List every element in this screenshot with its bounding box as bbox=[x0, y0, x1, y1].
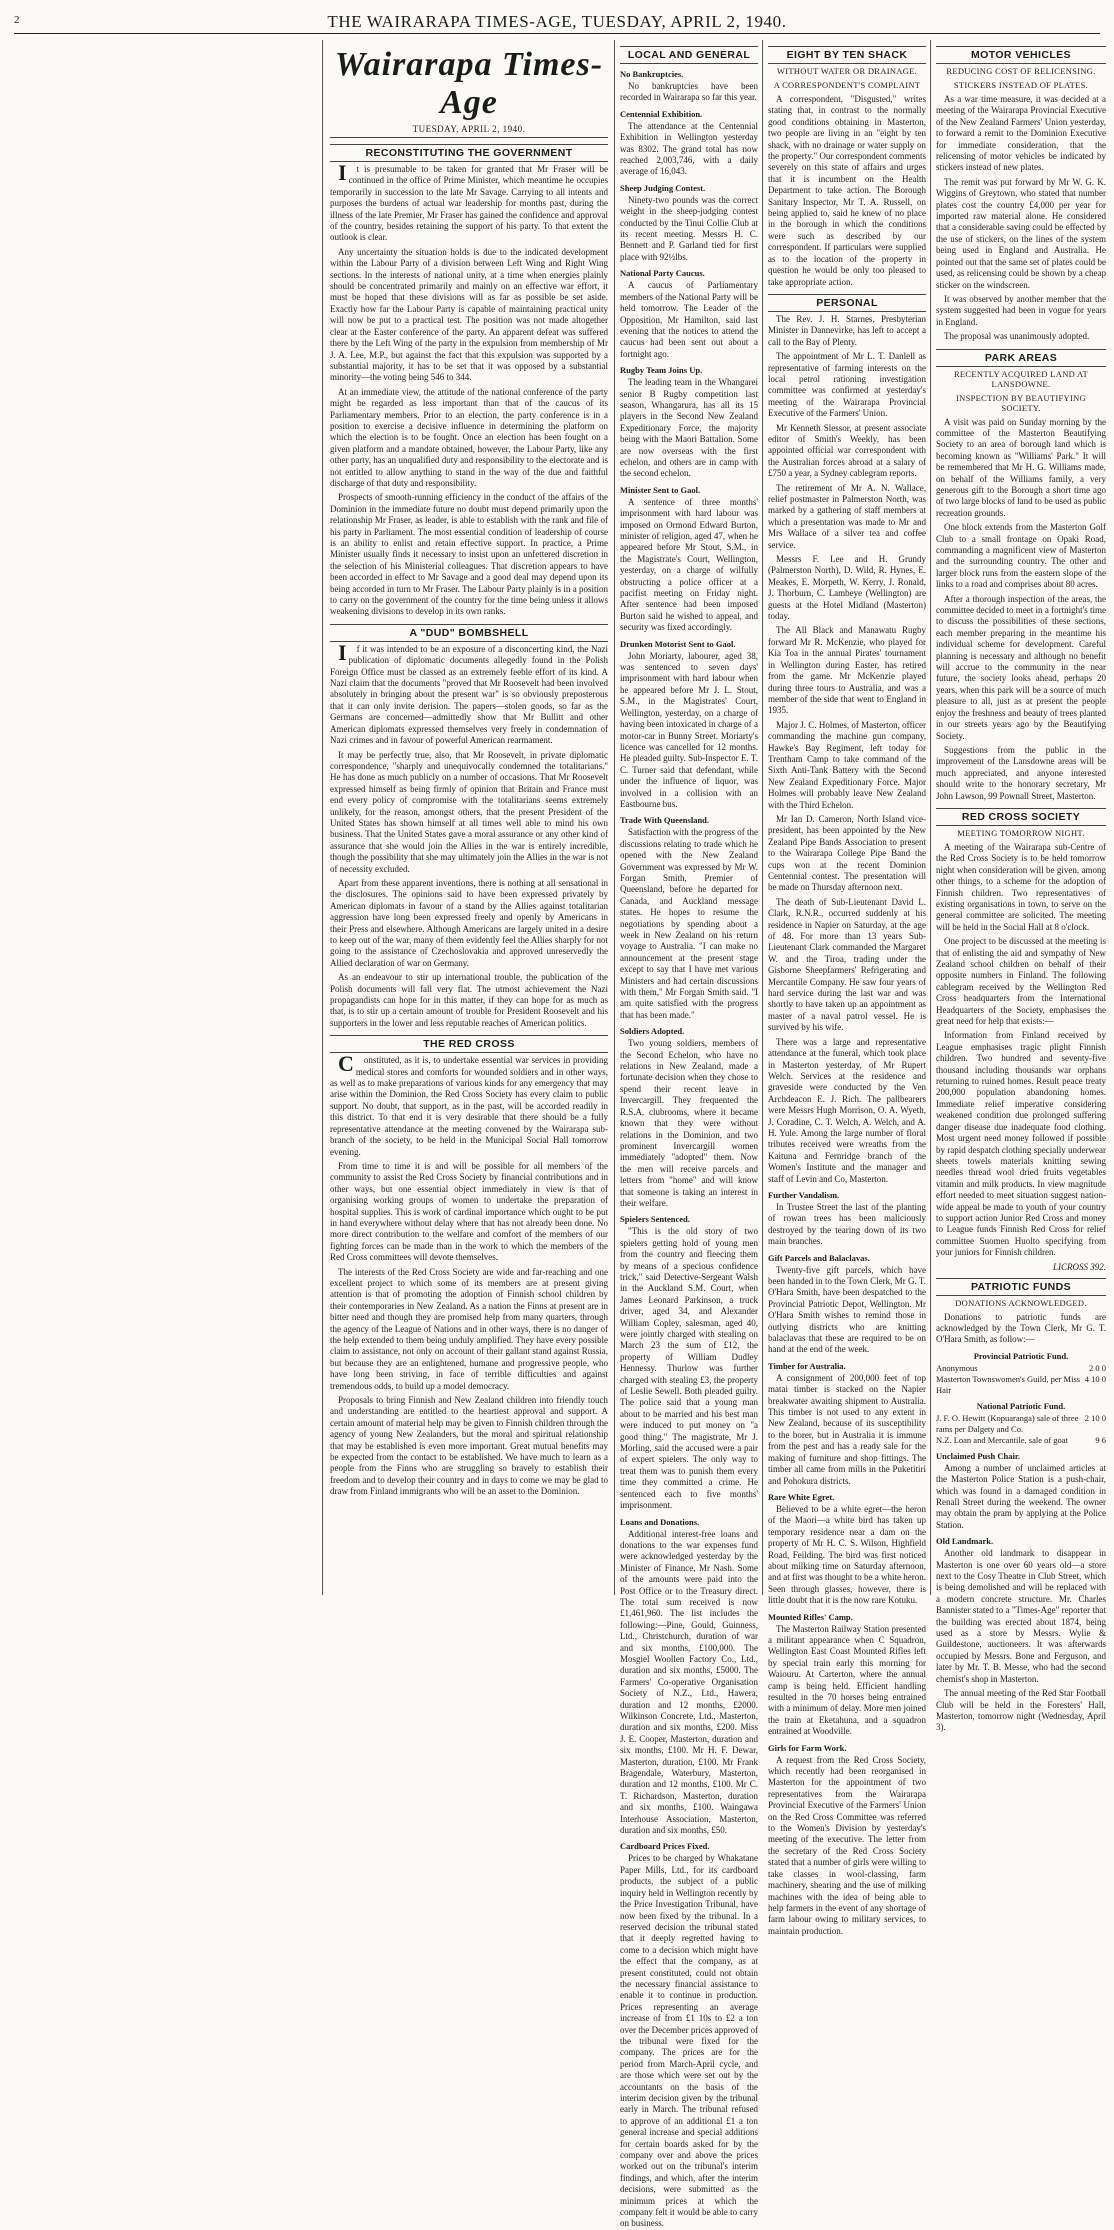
news-item-body: The attendance at the Centennial Exhibition in Wellington yesterday was 8302. The grand total has now reached 2,003,746, with a daily average of 16,043. bbox=[620, 120, 758, 177]
donation-row: Masterton Townswomen's Guild, per Miss Hair 4 10 0 bbox=[936, 1373, 1106, 1395]
news-item-heading: Trade With Queensland. bbox=[620, 815, 710, 826]
park-paragraph: A visit was paid on Sunday morning by the committee of the Masterton Beautifying Society to an area of borough land which is becoming known as "Williams' Park." It will be remembered that Mr H. G. Williams made, on behalf of the Williams family, a very generous gift to the Borough a short time ago of two large blocks of land to be used as public recreation grounds. bbox=[936, 416, 1106, 518]
donation-row: Anonymous 2 0 0 bbox=[936, 1362, 1106, 1373]
editorial-paragraph: Prospects of smooth-running efficiency in the conduct of the affairs of the Dominion in the immediate future no doubt must depend primarily upon the relationship Mr Fraser, as leader, is able to establish with the rank and file of his party in Parliament. The most essential condition of leadership of course is an ability to enlist and retain effective support. In practice, a Prime Minister usually finds it necessary to insist upon an unfettered discretion in the selection of his Ministerial colleagues. That discretion appears to have been accorded in effect to Mr Savage and a good deal may depend upon its being accorded in turn to Mr Fraser. The Labour Party plainly is in a position to carry on the government of the country for the time being unless it allows weakening divisions to develop in its own ranks. bbox=[330, 492, 608, 617]
patriotic-sub: DONATIONS ACKNOWLEDGED. bbox=[955, 1297, 1087, 1308]
eight-by-ten-sub1: WITHOUT WATER OR DRAINAGE. bbox=[776, 66, 918, 76]
patriotic-intro: Donations to patriotic funds are acknowledged by the Town Clerk, Mr G. T. O'Hara Smith, as follow:— bbox=[936, 1311, 1106, 1345]
editorial-paragraph: As an endeavour to stir up international trouble, the publication of the Polish documents will fall very flat. The utmost achievement the Nazi propagandists can hope for in this matter, if they can hope for as much as that, is to stir up a certain amount of trouble for President Roosevelt and his supporters in the lower and less reputable reaches of American politics. bbox=[330, 972, 608, 1028]
red-cross-paragraph: A meeting of the Wairarapa sub-Centre of the Red Cross Society is to be held tomorrow night when consideration will be given, among other things, to a scheme for the adoption of Finnish children. Two representatives of existing organisations in town, to serve on the general committee are solicited. The meeting will be held in the Social Hall at 8 o'clock. bbox=[936, 841, 1106, 932]
news-item-heading: Rugby Team Joins Up. bbox=[620, 365, 703, 376]
article-red-cross-title: THE RED CROSS bbox=[330, 1035, 608, 1053]
news-item-body: Additional interest-free loans and donations to the war expenses fund were acknowledged yesterday by the Minister of Finance, Mr Nash. Some of the amounts were paid into the Post Office or to the Treasury direct. The total sum received is now £1,461,960. The list includes the following:—Pine, Gould, Guinness, Ltd., Christchurch, duration of war and six months, £100,000. The Mosgiel Woollen Factory Co., Ltd., duration and six months, £5000. The Farmers' Co-operative Organisation Society of N.Z., Ltd., Hawera, duration and 12 months, £2000. Wilkinson Concrete, Ltd., Masterton, duration and six months, £200. Miss J. E. Cooper, Masterton, duration and six months, £100. Mr H. F. Dewar, Masterton, duration, £100. Mr Frank Bragendale, Waterbury, Masterton, duration and 12 months, £100. Mr C. T. Richardson, Masterton, duration and six months, £100. Waingawa Interhouse Association, Masterton, duration and six months, £50. bbox=[620, 1528, 758, 1836]
news-item-heading: Timber for Australia. bbox=[768, 1360, 846, 1371]
column-rule bbox=[322, 40, 323, 1595]
editorial-paragraph: It is presumable to be taken for granted that Mr Fraser will be continued in the office of Prime Minister, which meantime he occupies temporarily in succession to the late Mr Savage. Carrying to all intents and purposes the burdens of actual war leadership for months past, during the illness of the late Premier, Mr Fraser has gained the confidence and approval of the country, besides retaining the support of his party. To that extent the outlook is clear. bbox=[330, 160, 608, 243]
editorial-paragraph: The interests of the Red Cross Society are wide and far-reaching and one excellent project to which some of its members are at present giving attention is that of promoting the adoption of Finnish school children by their contemporaries in New Zealand. As a nation the Finns at present are in bitter need and though they are promised help from many quarters, through the agency of the League of Nations and in other ways, there is no danger of the help extended to them being unduly amplified. They have every possible claim to assistance, not only on account of their gallant stand against Russia, but because they are an enlightened, humane and progressive people, who have long been striving, in face of terrible difficulties and against tremendous odds, to build up a model democracy. bbox=[330, 1266, 608, 1391]
news-item-heading: Gift Parcels and Balaclavas. bbox=[768, 1252, 870, 1263]
motor-vehicles-title: MOTOR VEHICLES bbox=[936, 46, 1106, 64]
article-government-title: RECONSTITUTING THE GOVERNMENT bbox=[330, 144, 608, 162]
news-item-heading: Soldiers Adopted. bbox=[620, 1026, 685, 1037]
news-item-body: Ninety-two pounds was the correct weight in the sheep-judging contest conducted by the Tinui Collie Club at its recent meeting. Messrs H. C. Bennett and P. Garland tied for first place with 92½lbs. bbox=[620, 194, 758, 262]
personal-paragraph: There was a large and representative attendance at the funeral, which took place in Masterton yesterday, of Mr Rupert Welch. Services at the residence and graveside were conducted by the Ven Archdeacon E. J. Rich. The pallbearers were Messrs Hugh Morrison, O. A. Wyeth, J. Coradine, C. T. Welch, A. Welch, and A. H. Yule. Among the large number of floral tributes received were wreaths from the Kaituna and Fernridge branch of the Women's Institute and the manager and staff of Levin and Co, Masterton. bbox=[768, 1036, 926, 1184]
provincial-fund-heading: Provincial Patriotic Fund. bbox=[973, 1350, 1069, 1361]
personal-paragraph: The appointment of Mr L. T. Danlell as representative of farming interests on the local petrol rationing investigation committee was confirmed at yesterday's meeting of the Wairarapa Provincial Executive of the Farmers' Union. bbox=[768, 351, 926, 419]
editorial-paragraph: It may be perfectly true, also, that Mr Roosevelt, in private diplomatic correspondence, "sharply and unequivocally condemned the totalitarians." He has done as much publicly on a number of occasions. That Mr Roosevelt expressed himself as being firmly of opinion that Britain and France must end every policy of compromise with the totalitarians seems extremely unlikely, for the reason, amongst others, that the present President of the United States has shown himself at all times well able to mind his own business. That the United States gave a moral assurance or any other kind of assurance that she would join the Allies in the war is entirely incredible, though the possibility that she may ultimately join the Allies in the war is not of necessity excluded. bbox=[330, 749, 608, 874]
donation-row: J. F. O. Hewitt (Kopuaranga) sale of three rams per Dalgety and Co. 2 10 0 bbox=[936, 1412, 1106, 1434]
red-cross-paragraph: Information from Finland received by League emphasises tragic plight Finnish children. Two hundred and seventy-five thousand including thousands war orphans returning to ruined homes. Result peace treaty 200,000 population abandoning homes. Immediate relief imperative considering weakened condition due prolonged suffering danger disease due inadequate food clothing. Most urgent need money followed if possible by rapid despatch clothing specially underwear sheets towels materials knitting sewing needles thread wool dried fruits vegetables vitamin and milk products. In view magnitude effort needed to meet situation suggest nation-wide appeal be made to youth of your country to support action Junior Red Cross and money to League funds Finnish Red Cross for relief committee Suomen Huolto specifying from your juniors for Finnish children. bbox=[936, 1030, 1106, 1258]
personal-column bbox=[768, 40, 926, 1936]
news-item-heading: Drunken Motorist Sent to Gaol. bbox=[620, 638, 736, 649]
news-item-body: A caucus of Parliamentary members of the National Party will be held tomorrow. The Leader of the Opposition, Mr Hamilton, said last evening that the notices to attend the caucus had been sent out about a fortnight ago. bbox=[620, 280, 758, 359]
personal-paragraph: The retirement of Mr A. N. Wallace, relief postmaster in Palmerston North, was marked by a gathering of staff members at which a presentation was made to Mr and Mrs Wallace of a silver tea and coffee service. bbox=[768, 482, 926, 550]
page-number: 2 bbox=[14, 14, 20, 26]
news-item-body: John Moriarty, labourer, aged 38, was sentenced to seven days' imprisonment with hard labour when he appeared before Mr J. L. Stout, S.M., in the Magistrates' Court, Wellington, yesterday, on a charge of having been intoxicated in charge of a motor-car in Bunny Street. Moriarty's licence was cancelled for 12 months. He pleaded guilty. Sub-Inspector E. T. C. Turner said that defendant, while under the influence of liquor, was involved in a collision with an Eastbourne bus. bbox=[620, 650, 758, 809]
masthead-rule bbox=[14, 33, 1100, 34]
push-chair-heading: Unclaimed Push Chair. bbox=[936, 1450, 1020, 1461]
park-sub2: INSPECTION BY BEAUTIFYING SOCIETY. bbox=[956, 392, 1086, 413]
park-sub: RECENTLY ACQUIRED LAND AT LANSDOWNE. bbox=[953, 368, 1089, 389]
news-item-body: No bankruptcies have been recorded in Wairarapa so far this year. bbox=[620, 81, 758, 103]
motor-paragraph: The proposal was unanimously adopted. bbox=[944, 331, 1090, 342]
editorial-dateline: TUESDAY, APRIL 2, 1940. bbox=[330, 124, 608, 138]
news-item-body: A sentence of three months' imprisonment with hard labour was imposed on Ormond Edward Burton, minister of religion, aged 47, when he appeared before Mr Stout, S.M., in the Magistrate's Court, Wellington, yesterday, on a charge of wilfully obstructing a police officer at a pacifist meeting on Friday night. After sentence had been imposed Burton said he wished to appeal, and security was fixed accordingly. bbox=[620, 496, 758, 633]
news-item-heading: Spielers Sentenced. bbox=[620, 1214, 690, 1225]
news-item-body: Believed to be a white egret—the heron of the Maori—a white bird has taken up temporary residence near a dam on the property of Mr H. C. S. Wilson, Highfield Road, Feilding. The bird was first noticed about milking time on Saturday afternoon, and at first was thought to be a white heron. Seen through glasses, however, there is little doubt that it is the now rare Kotuku. bbox=[768, 1503, 926, 1606]
donation-row: N.Z. Loan and Mercantile, sale of goat 9 6 bbox=[936, 1434, 1106, 1445]
red-cross-sub: MEETING TOMORROW NIGHT. bbox=[957, 827, 1085, 838]
local-general-title: LOCAL AND GENERAL bbox=[620, 46, 758, 64]
editorial-paragraph: Apart from these apparent inventions, there is nothing at all sensational in the disclosures. The opinions said to have been expressed privately by American diplomats in favour of a stand by the Allies against totalitarian aggression have long been expressed freely and openly by Americans in their Press and elsewhere. Although Americans are largely united in a desire to keep out of the war, many of them evidently feel the Allies sharply for not going to the assistance of Czechoslovakia and approved unreservedly the Allied declaration of war on Germany. bbox=[330, 877, 608, 968]
personal-paragraph: The All Black and Manawatu Rugby forward Mr R. McKenzie, who played for Kia Toa in the annual Pirates' tournament in Wellington during Easter, has retired from the game. Mr McKenzie played during three tours to Australia, and was a member of the side that went to England in 1935. bbox=[768, 625, 926, 716]
news-item-heading: National Party Caucus. bbox=[620, 268, 705, 279]
eight-by-ten-sub2: A CORRESPONDENT'S COMPLAINT bbox=[773, 80, 921, 90]
news-item-body: Satisfaction with the progress of the discussions relating to trade which he opened with the New Zealand Government was expressed by Mr W. Forgan Smith, Premier of Queensland, before he departed for Canada, and Auckland message states. He hopes to resume the negotiations by spending about a week in New Zealand on his return voyage to Australia. "I can make no announcement at the present stage except to say that I have met various Ministers and had certain discussions with them," Mr Forgan Smith said. "I am quite satisfied with the progress that has been made." bbox=[620, 827, 758, 1020]
patriotic-funds-title: PATRIOTIC FUNDS bbox=[936, 1278, 1106, 1296]
news-item-body: Prices to be charged by Whakatane Paper Mills, Ltd., for its cardboard products, the subject of a public inquiry held in Wellington recently by the Price Investigation Tribunal, have now been fixed by the tribunal. In a reserved decision the tribunal stated that it deeply regretted having to come to a decision which might have the effect that the company, as at present constituted, could not obtain the necessary financial assistance to enable it to continue in production. Prices representing an average increase of from £1 10s to £2 a ton over the December prices approved of the tribunal were fixed for the company. The prices are for the period from March-April cycle, and are those which were set out by the accountants on the basis of the interim decision given by the tribunal early in March. The tribunal refused to approve of an additional £1 a ton general increase and special additions for certain boards asked for by the company over and above the prices worked out on the tribunal's interim findings, and which, after the interim decisions, were submitted as the minimum prices at which the company felt it would be able to carry on business. bbox=[620, 1853, 758, 2229]
right-column bbox=[936, 40, 1106, 1733]
news-item-body: A consignment of 200,000 feet of top matai timber is stacked on the Napier breakwater awaiting shipment to Australia. This timber is not used to any extent in New Zealand, because of its susceptibility to the borer, but in Australia it is immune from the pest and has a ready sale for the making of furniture and shop fittings. The timber all came from mills in the Puketitiri and Pohokura districts. bbox=[768, 1372, 926, 1486]
nameplate: Wairarapa Times-Age bbox=[334, 46, 604, 121]
news-item-heading: Sheep Judging Contest. bbox=[620, 182, 706, 193]
news-item-heading: Cardboard Prices Fixed. bbox=[620, 1841, 710, 1852]
personal-paragraph: Mr Kenneth Slessor, at present associate editor of Smith's Weekly, has been appointed official war correspondent with the Australian forces abroad at a salary of £750 a year, a Sydney cablegram reports. bbox=[768, 422, 926, 479]
news-item-heading: Loans and Donations. bbox=[620, 1516, 700, 1527]
red-star-notice: The annual meeting of the Red Star Football Club will be held in the Foresters' Hall, Masterton, tomorrow night (Wednesday, April 3). bbox=[936, 1688, 1106, 1733]
national-fund-heading: National Patriotic Fund. bbox=[976, 1400, 1066, 1411]
personal-paragraph: Messrs F. Lee and H. Grundy (Palmerston North), D. Wild, R. Hynes, E. Meakes, E. Morpeth, W. Kerry, J. Ronald, J. Thorburn, C. Lambeye (Wellington) are guests at the Hotel Midland (Masterton) today. bbox=[768, 554, 926, 622]
park-paragraph: Suggestions from the public in the improvement of the Lansdowne areas will be much appreciated, and anyone interested should write to the honorary secretary, Mr John Lawson, 99 Pownall Street, Masterton. bbox=[936, 744, 1106, 801]
motor-sub: REDUCING COST OF RELICENSING. bbox=[946, 66, 1096, 76]
column-rule bbox=[930, 40, 931, 1595]
editorial-paragraph: Proposals to bring Finnish and New Zealand children into friendly touch and understanding are entitled to the heartiest approval and support. A certain amount of material help may be given to Finnish children through the agency of young New Zealanders, but the moral and spiritual relationship that may be established is even more important. Great mutual benefits may be expected from the contact to be established. We have much to learn as a people from the Finns who are struggling so bravely to establish their freedom and to develop their country and in days to come we may be glad to draw from Finland immigrants who will be an asset to the Dominion. bbox=[330, 1395, 608, 1497]
personal-paragraph: The death of Sub-Lieutenant David L. Clark, R.N.R., occurred suddenly at his residence in Napier on Saturday, at the age of 48. For more than 13 years Sub-Lieutenant Clark commanded the Margaret W. and the Tiroa, trading under the Gisborne Sheepfarmers' Refrigerating and Mercantile Company. He saw four years of hard service during the last war and was shortly to have taken up an appointment as master of a naval patrol vessel. He is survived by his wife. bbox=[768, 896, 926, 1033]
local-general-column bbox=[620, 40, 758, 2229]
personal-title: PERSONAL bbox=[768, 294, 926, 312]
landmark-body: Another old landmark to disappear in Masterton is one over 60 years old—a store next to the Cosy Theatre in Club Street, which is being demolished and will be replaced with a modern concrete structure. Mr. Charles Bannister stated to a "Times-Age" reporter that the building was erected about 1874, being used as a store by Messrs. Wylie & Guildestone, auctioneers. It was afterwards occupied by Messrs. Bone and Ferguson, and later by Mr. T. B. Messe, who had the second chemist's shop in Masterton. bbox=[936, 1548, 1106, 1684]
news-item-body: The leading team in the Whangarei senior B Rugby competition last season, Whangarura, has all its 15 players in the Second New Zealand Expeditionary Force, the majority being with the Maori Battalion. Some are now overseas with the first echelon, and others are in camp with the second echelon. bbox=[620, 377, 758, 479]
news-item-heading: No Bankruptcies. bbox=[620, 69, 684, 79]
personal-paragraph: The Rev. J. H. Starnes, Presbyterian Minister in Dannevirke, has left to accept a call to the Bay of Plenty. bbox=[768, 313, 926, 347]
news-item-body: A request from the Red Cross Society, which recently had been reorganised in Masterton for the appointment of two representatives from the Wairarapa Provincial Executive of the Farmers' Union on the Red Cross Committee was referred to the Women's Division by yesterday's meeting of the executive. The letter from the secretary of the Red Cross Society stated that a number of girls were willing to take classes in wool-classing, farm machinery, shearing and the use of milking machines with the idea of being able to help farmers in the event of any shortage of farm labour owing to military services, to maintain production. bbox=[768, 1754, 926, 1936]
editorial-column bbox=[330, 40, 608, 1595]
red-cross-society-title: RED CROSS SOCIETY bbox=[936, 808, 1106, 826]
news-item-heading: Mounted Rifles' Camp. bbox=[768, 1611, 853, 1622]
editorial-paragraph: Constituted, as it is, to undertake essential war services in providing medical stores and comforts for wounded soldiers and in other ways, as well as to make preparations of various kinds for any emergency that may arise within the Dominion, the Red Cross Society has every claim to public support. No doubt, that support, as in the past, will be accorded readily in this district. To that end it is very desirable that there should be a fully representative attendance at the meeting convened by the Wairarapa sub-branch of the society, to be held in the Municipal Social Hall tomorrow evening. bbox=[330, 1051, 608, 1157]
column-rule bbox=[762, 40, 763, 1595]
motor-paragraph: As a war time measure, it was decided at a meeting of the Wairarapa Provincial Executive of the New Zealand Farmers' Union yesterday, to forward a remit to the Dominion Executive for immediate consideration, that the relicensing of motor vehicles be indicated by stickers instead of new plates. bbox=[936, 94, 1106, 173]
landmark-heading: Old Landmark. bbox=[936, 1536, 994, 1547]
personal-paragraph: Major J. C. Holmes, of Masterton, officer commanding the machine gun company, Hawke's Bay Regiment, left today for Trentham Camp to take command of the Sixth Anti-Tank Battery with the Second New Zealand Expeditionary Force. Major Holmes will probably leave New Zealand with the Third Echelon. bbox=[768, 719, 926, 810]
editorial-paragraph: If it was intended to be an exposure of a disconcerting kind, the Nazi publication of diplomatic documents allegedly found in the Polish Foreign Office must be classed as an extremely feeble effort of its kind. A Nazi claim that the documents "proved that Mr Roosevelt had been involved absolutely in bringing about the present war" is so obviously preposterous that it can only invite derision. The papers—stolen goods, so far as the Germans are concerned—admittedly show that Mr Bullitt and other American diplomats expressed themselves very freely in condemnation of Nazi crimes and in favour of powerful American rearmament. bbox=[330, 639, 608, 746]
park-paragraph: After a thorough inspection of the areas, the committee decided to meet in a fortnight's time to discuss the possibilities of these sections, each member preparing in the meantime his individual scheme for development. Careful planning is necessary and although no benefit will accrue to the community in the near future, the society looks ahead, perhaps 20 years, when this park will be a source of much pleasure to all, just as at present the people enjoy the freshness and beauty of trees planted in our streets years ago by the Beautifying Society. bbox=[936, 593, 1106, 741]
news-item-heading: Rare White Egret. bbox=[768, 1491, 835, 1502]
park-paragraph: One block extends from the Masterton Golf Club to a small frontage on Opaki Road, commanding a magnificent view of Masterton and the surrounding country. The other and larger block runs from the eastern slope of the links to a road and comprises about 80 acres. bbox=[936, 522, 1106, 590]
news-item-body: "This is the old story of two spielers getting hold of young men from the country and fleecing them by means of a specious confidence trick," said Detective-Sergeant Walsh in the Auckland S.M. Court, when James Leonard Parkinson, a truck driver, aged 34, and Alexander William Copley, salesman, aged 40, were jointly charged with stealing on March 23 the sum of £12, the property of William Dudley Hennessy. Thurlow was further charged with stealing £3, the property of Leslie Sewell. Both pleaded guilty. The police said that a young man about to be married and his best man were induced to put money on "a good thing." The magistrate, Mr J. Morling, said the accused were a pair of expert spielers. The only way to treat them was to punish them every time they committed a crime. He sentenced each to five months' imprisonment. bbox=[620, 1226, 758, 1511]
news-item-heading: Girls for Farm Work. bbox=[768, 1742, 847, 1753]
editorial-paragraph: Any uncertainty the situation holds is due to the indicated development within the Labour Party of a division between Left Wing and Right Wing sections. In the interests of national unity, at a time when energies plainly should be concentrated primarily and mainly on an effective war effort, it must be hoped that these divisions will as far as possible be set aside. Exactly how far the Labour Party is capable of maintaining practical unity will now be put to a practical test. The position was not made altogether clear at the Easter conference of the party. An apparent defeat was suffered there by the Left Wing of the party in the expulsion from membership of Mr J. A. Lee, M.P., but against the fact that this expulsion was supported by a substantial majority, it has to be set that it was opposed by a substantial minority—the voting being 546 to 344. bbox=[330, 246, 608, 383]
news-item-heading: Further Vandalism. bbox=[768, 1189, 840, 1200]
column-rule bbox=[614, 40, 615, 1595]
news-item-heading: Minister Sent to Gaol. bbox=[620, 484, 701, 495]
park-areas-title: PARK AREAS bbox=[936, 349, 1106, 367]
motor-sub2: STICKERS INSTEAD OF PLATES. bbox=[953, 80, 1089, 90]
news-item-heading: Centennial Exhibition. bbox=[620, 108, 703, 119]
motor-paragraph: It was observed by another member that the system suggested had been in vogue for years in England. bbox=[936, 293, 1106, 327]
editorial-paragraph: From time to time it is and will be possible for all members of the community to assist the Red Cross Society by financial contributions and in other ways, but one essential object immediately in view is that of organising working groups of women to undertake the preparation of hospital supplies. This is work of cardinal importance which ought to be put in hand everywhere without delay where that has not already been done. No more direct contribution to the welfare and comfort of the members of our fighting forces can be made than in the work to which the members of the Red Cross committees will devote themselves. bbox=[330, 1160, 608, 1263]
news-item-body: The Masterton Railway Station presented a militant appearance when C Squadron, Wellington East Coast Mounted Rifles left by special train early this morning for Waiouru. At Carterton, where the annual camp is being held. Efficient handling resulted in the 70 horses being entrained with a minimum of delay. More men joined the train at Eketahuna, and a squadron entrained at Woodville. bbox=[768, 1623, 926, 1737]
news-item-body: In Trustee Street the last of the planting of rowan trees has been maliciously destroyed by the tearing down of its two main branches. bbox=[768, 1201, 926, 1247]
motor-paragraph: The remit was put forward by Mr W. G. K. Wiggins of Greytown, who stated that number plates cost the country £4,000 per year for imported raw material alone. He considered that a considerable saving could be effected by the use of stickers, on the lines of the system being used in England and Australia. He pointed out that the same set of plates could be used, as relicensing could be shown by a cheap sticker on the windscreen. bbox=[936, 176, 1106, 290]
personal-paragraph: Mr Ian D. Cameron, North Island vice-president, has been appointed by the New Zealand Pipe Bands Association to present to the Wairarapa College Pipe Band the cups won at the recent Dominion Centennial contest. The presentation will be made on Thursday afternoon next. bbox=[768, 813, 926, 893]
eight-by-ten-body: A correspondent, "Disgusted," writes stating that, in contrast to the normally good conditions obtaining in Masterton, two people are living in an "eight by ten shack, with no drainage or water supply on the property." Our correspondent comments severely on this state of affairs and urges that it is incumbent on the Health Department to take action. The Borough Sanitary Inspector, Mr T. A. Russell, on being applied to, said he knew of no place in the borough in which the conditions were such as described by our correspondent. If particulars were supplied as to the location of the property in question he would be only too pleased to take appropriate action. bbox=[768, 94, 926, 287]
red-cross-paragraph: One project to be discussed at the meeting is that of enlisting the aid and sympathy of New Zealand school children on behalf of their opposite numbers in Finland. The following cablegram received by the Wellington Red Cross headquarters from the International Headquarters of the Society, emphasises the great need for help that exists:— bbox=[936, 936, 1106, 1027]
red-cross-sign: LICROSS 392. bbox=[1052, 1261, 1106, 1272]
push-chair-body: Among a number of unclaimed articles at the Masterton Police Station is a push-chair, which was found in a damaged condition in Renall Street during the weekend. The owner may obtain the pram by applying at the Police Station. bbox=[936, 1462, 1106, 1530]
news-item-body: Two young soldiers, members of the Second Echelon, who have no relations in New Zealand, made a fortunate decision when they chose to spend their recent leave in Invercargill. They frequented the R.S.A. clubrooms, where it became known that they were without relations in the Dominion, and two prominent Invercargill women immediately "adopted" them. Now the men will receive parcels and letters from "home" and will know that someone is taking an interest in their welfare. bbox=[620, 1038, 758, 1208]
article-dud-bombshell-title: A "DUD" BOMBSHELL bbox=[330, 624, 608, 642]
news-item-body: Twenty-five gift parcels, which have been handed in to the Town Clerk, Mr G. T. O'Hara Smith, have been despatched to the Provincial Patriotic Depot, Wellington. Mr O'Hara Smith wishes to remind those in outlying districts who are knitting balaclavas that these are required to be on hand at the end of the week. bbox=[768, 1264, 926, 1355]
editorial-paragraph: At an immediate view, the attitude of the national conference of the party might be regarded as less important than that of the caucus of its Parliamentary members. Prior to an election, the party conference is in a position to exercise a decisive influence in determining the platform on which the election is to be fought. Once an election has been fought on a given platform and a mandate obtained, however, the Labour Party, like any other party, has an unqualified duty and responsibility to the electorate and is not entitled to allow anything to stand in the way of the due and faithful discharge of that duty and responsibility. bbox=[330, 386, 608, 488]
masthead: THE WAIRARAPA TIMES-AGE, TUESDAY, APRIL 2, 1940. bbox=[327, 12, 787, 31]
eight-by-ten-title: EIGHT BY TEN SHACK bbox=[768, 46, 926, 64]
